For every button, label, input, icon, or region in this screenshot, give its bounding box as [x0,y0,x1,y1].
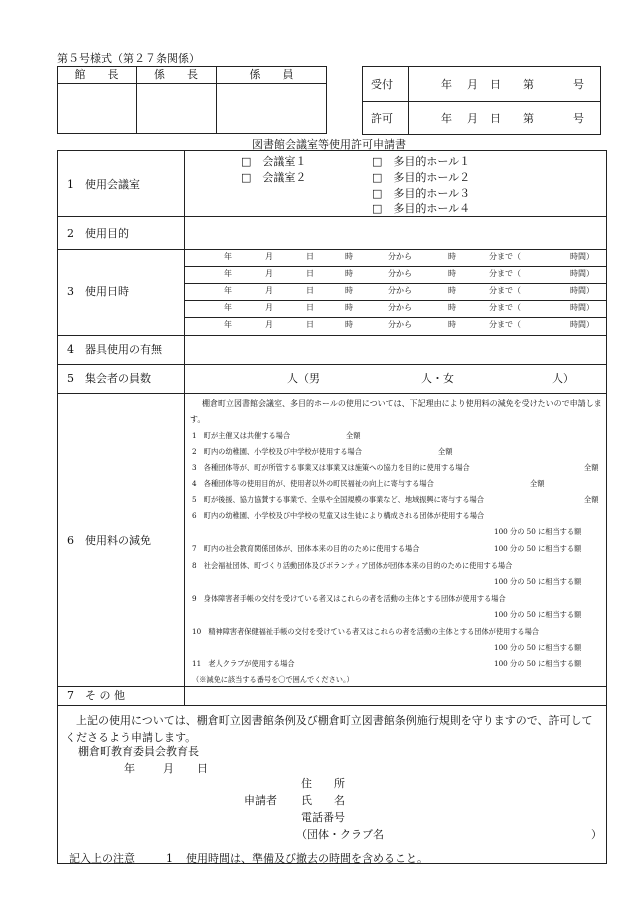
row-sep [57,216,607,217]
reduction-amount: 全額 [438,447,453,456]
date-hi: 日 [197,762,208,775]
receipt-nen: 年 [441,78,452,91]
datetime-part: 月 [265,303,273,312]
reduction-item[interactable]: 8 社会福祉団体、町づくり活動団体及びボランティア団体が団体本来の目的のために使用する場合 [192,561,513,570]
reduction-amount: 100 分の 50 に相当する額 [494,610,582,619]
receipt-divider [362,101,601,102]
applicant-phone-label: 電話番号 [301,811,345,824]
datetime-part: 年 [224,286,232,295]
pledge-text: 上記の使用については、棚倉町立図書館条例及び棚倉町立図書館条例施行規則を守りますので、許可してくださるよう申請します。 [65,714,593,744]
reduction-item[interactable]: 2 町内の幼稚園、小学校及び中学校が使用する場合 [192,447,362,456]
other-field[interactable] [186,688,605,704]
receipt-hi: 日 [490,78,501,91]
footnote-number: 1 [166,852,173,865]
addressee: 棚倉町教育委員会教育長 [78,745,199,758]
datetime-part: 時 [345,269,353,278]
room-option[interactable]: □ 会議室１ [241,155,307,168]
datetime-part: 時間） [570,269,594,278]
reduction-item[interactable]: 1 町が主催又は共催する場合 [192,431,291,440]
datetime-part: 時間） [570,252,594,261]
reduction-item[interactable]: 5 町が後援、協力協賛する事業で、全県や全国規模の事業など、地域振興に寄与する場合 [192,495,484,504]
datetime-part: 分まで（ [489,303,521,312]
permit-nen: 年 [441,112,452,125]
reduction-item[interactable]: 7 町内の社会教育関係団体が、団体本来の目的のために使用する場合 [192,544,420,553]
receipt-uketsuke: 受付 [371,78,393,91]
other-label: 7 そ の 他 [67,689,125,702]
reduction-amount: 100 分の 50 に相当する額 [494,659,582,668]
datetime-part: 分から [388,320,412,329]
reduction-note: （※減免に該当する番号を〇で囲んでください。） [192,675,354,684]
approval-kakaricho: 係 長 [154,68,198,81]
reduction-item[interactable]: 9 身体障害者手帳の交付を受けている者又はこれらの者を活動の主体とする団体が使用する場合 [192,594,506,603]
approval-kakariin: 係 員 [249,68,294,81]
reduction-amount: 100 分の 50 に相当する額 [494,527,582,536]
row-sep [57,249,607,250]
hall-option[interactable]: □ 多目的ホール４ [372,202,471,215]
purpose-label: 2 使用目的 [67,227,129,240]
datetime-part: 日 [306,303,314,312]
label-col-line [184,150,185,705]
row-sep [57,393,607,394]
datetime-part: 年 [224,320,232,329]
room-option[interactable]: □ 会議室２ [241,171,307,184]
reduction-amount: 全額 [346,431,361,440]
datetime-part: 月 [265,252,273,261]
permit-go: 号 [573,112,584,125]
permit-dai: 第 [523,112,534,125]
datetime-part: 時 [448,286,456,295]
receipt-go: 号 [573,78,584,91]
hall-option[interactable]: □ 多目的ホール２ [372,171,471,184]
datetime-part: 時間） [570,320,594,329]
reduction-amount: 全額 [584,495,599,504]
applicant-address-label: 住 所 [301,777,345,790]
attendees-male: 人・女 [421,372,454,385]
datetime-part: 分まで（ [489,269,521,278]
datetime-part: 時間） [570,303,594,312]
datetime-sep [184,317,607,318]
approval-kancho: 館 長 [74,68,119,81]
datetime-part: 時 [448,269,456,278]
datetime-part: 時 [448,252,456,261]
reduction-amount: 全額 [530,479,545,488]
datetime-label: 3 使用日時 [67,285,129,298]
reduction-item[interactable]: 3 各種団体等が、町が所管する事業又は事業又は施策への協力を目的に使用する場合 [192,463,470,472]
attendees-total: 人（男 [287,372,320,385]
datetime-part: 時間） [570,286,594,295]
form-label: 第５号様式（第２７条関係） [57,52,200,65]
reduction-item[interactable]: 11 老人クラブが使用する場合 [192,659,295,668]
rooms-label: 1 使用会議室 [67,178,140,191]
datetime-part: 時 [448,320,456,329]
datetime-part: 月 [265,320,273,329]
reduction-intro: 棚倉町立図書館会議室、多目的ホールの使用については、下記理由により使用料の減免を受けたいので申請します。 [190,399,602,424]
date-nen: 年 [124,762,135,775]
row-sep [57,335,607,336]
datetime-part: 時 [448,303,456,312]
row-sep [57,686,607,687]
applicant-group-close: ） [591,828,602,841]
receipt-tsuki: 月 [467,78,478,91]
reduction-amount: 100 分の 50 に相当する額 [494,577,582,586]
datetime-part: 年 [224,252,232,261]
datetime-part: 時 [345,320,353,329]
reduction-amount: 100 分の 50 に相当する額 [494,643,582,652]
datetime-part: 年 [224,303,232,312]
datetime-part: 日 [306,286,314,295]
datetime-part: 分から [388,269,412,278]
hall-option[interactable]: □ 多目的ホール１ [372,155,471,168]
datetime-part: 分から [388,252,412,261]
approval-divider [57,83,327,84]
reduction-item[interactable]: 6 町内の幼稚園、小学校及び中学校の児童又は生徒により構成される団体が使用する場合 [192,511,485,520]
form-title: 図書館会議室等使用許可申請書 [252,138,406,151]
reduction-item[interactable]: 10 精神障害者保健福祉手帳の交付を受けている者又はこれらの者を活動の主体とする団体が使用する場合 [192,627,539,636]
datetime-part: 時 [345,286,353,295]
datetime-sep [184,283,607,284]
datetime-sep [184,300,607,301]
purpose-field[interactable] [186,218,605,247]
reduction-label: 6 使用料の減免 [67,534,151,547]
footnote-text: 使用時間は、準備及び撤去の時間を含めること。 [186,852,428,865]
reduction-amount: 全額 [584,463,599,472]
datetime-part: 時 [345,303,353,312]
datetime-part: 分から [388,286,412,295]
reduction-item[interactable]: 4 各種団体等の使用目的が、使用者以外の町民福祉の向上に寄与する場合 [192,479,434,488]
receipt-col-line [408,66,409,135]
datetime-part: 日 [306,320,314,329]
datetime-part: 分まで（ [489,320,521,329]
attendees-female: 人） [552,372,574,385]
row-sep [57,364,607,365]
permit-hi: 日 [490,112,501,125]
hall-option[interactable]: □ 多目的ホール３ [372,187,471,200]
attendees-label: 5 集会者の員数 [67,372,151,385]
datetime-part: 月 [265,286,273,295]
datetime-part: 分まで（ [489,252,521,261]
applicant-label: 申請者 [244,794,277,807]
applicant-name-label: 氏 名 [301,794,345,807]
permit-tsuki: 月 [467,112,478,125]
datetime-part: 分から [388,303,412,312]
datetime-part: 年 [224,269,232,278]
receipt-dai: 第 [523,78,534,91]
receipt-kyoka: 許可 [371,112,393,125]
footnote-label: 記入上の注意 [69,852,135,865]
date-tsuki: 月 [163,762,174,775]
datetime-part: 分まで（ [489,286,521,295]
equipment-field[interactable] [186,337,605,363]
row-sep [57,705,607,706]
datetime-part: 月 [265,269,273,278]
datetime-part: 時 [345,252,353,261]
reduction-amount: 100 分の 50 に相当する額 [494,544,582,553]
datetime-part: 日 [306,252,314,261]
equipment-label: 4 器具使用の有無 [67,343,162,356]
datetime-part: 日 [306,269,314,278]
datetime-sep [184,266,607,267]
applicant-group-label: （団体・クラブ名 [296,828,384,841]
